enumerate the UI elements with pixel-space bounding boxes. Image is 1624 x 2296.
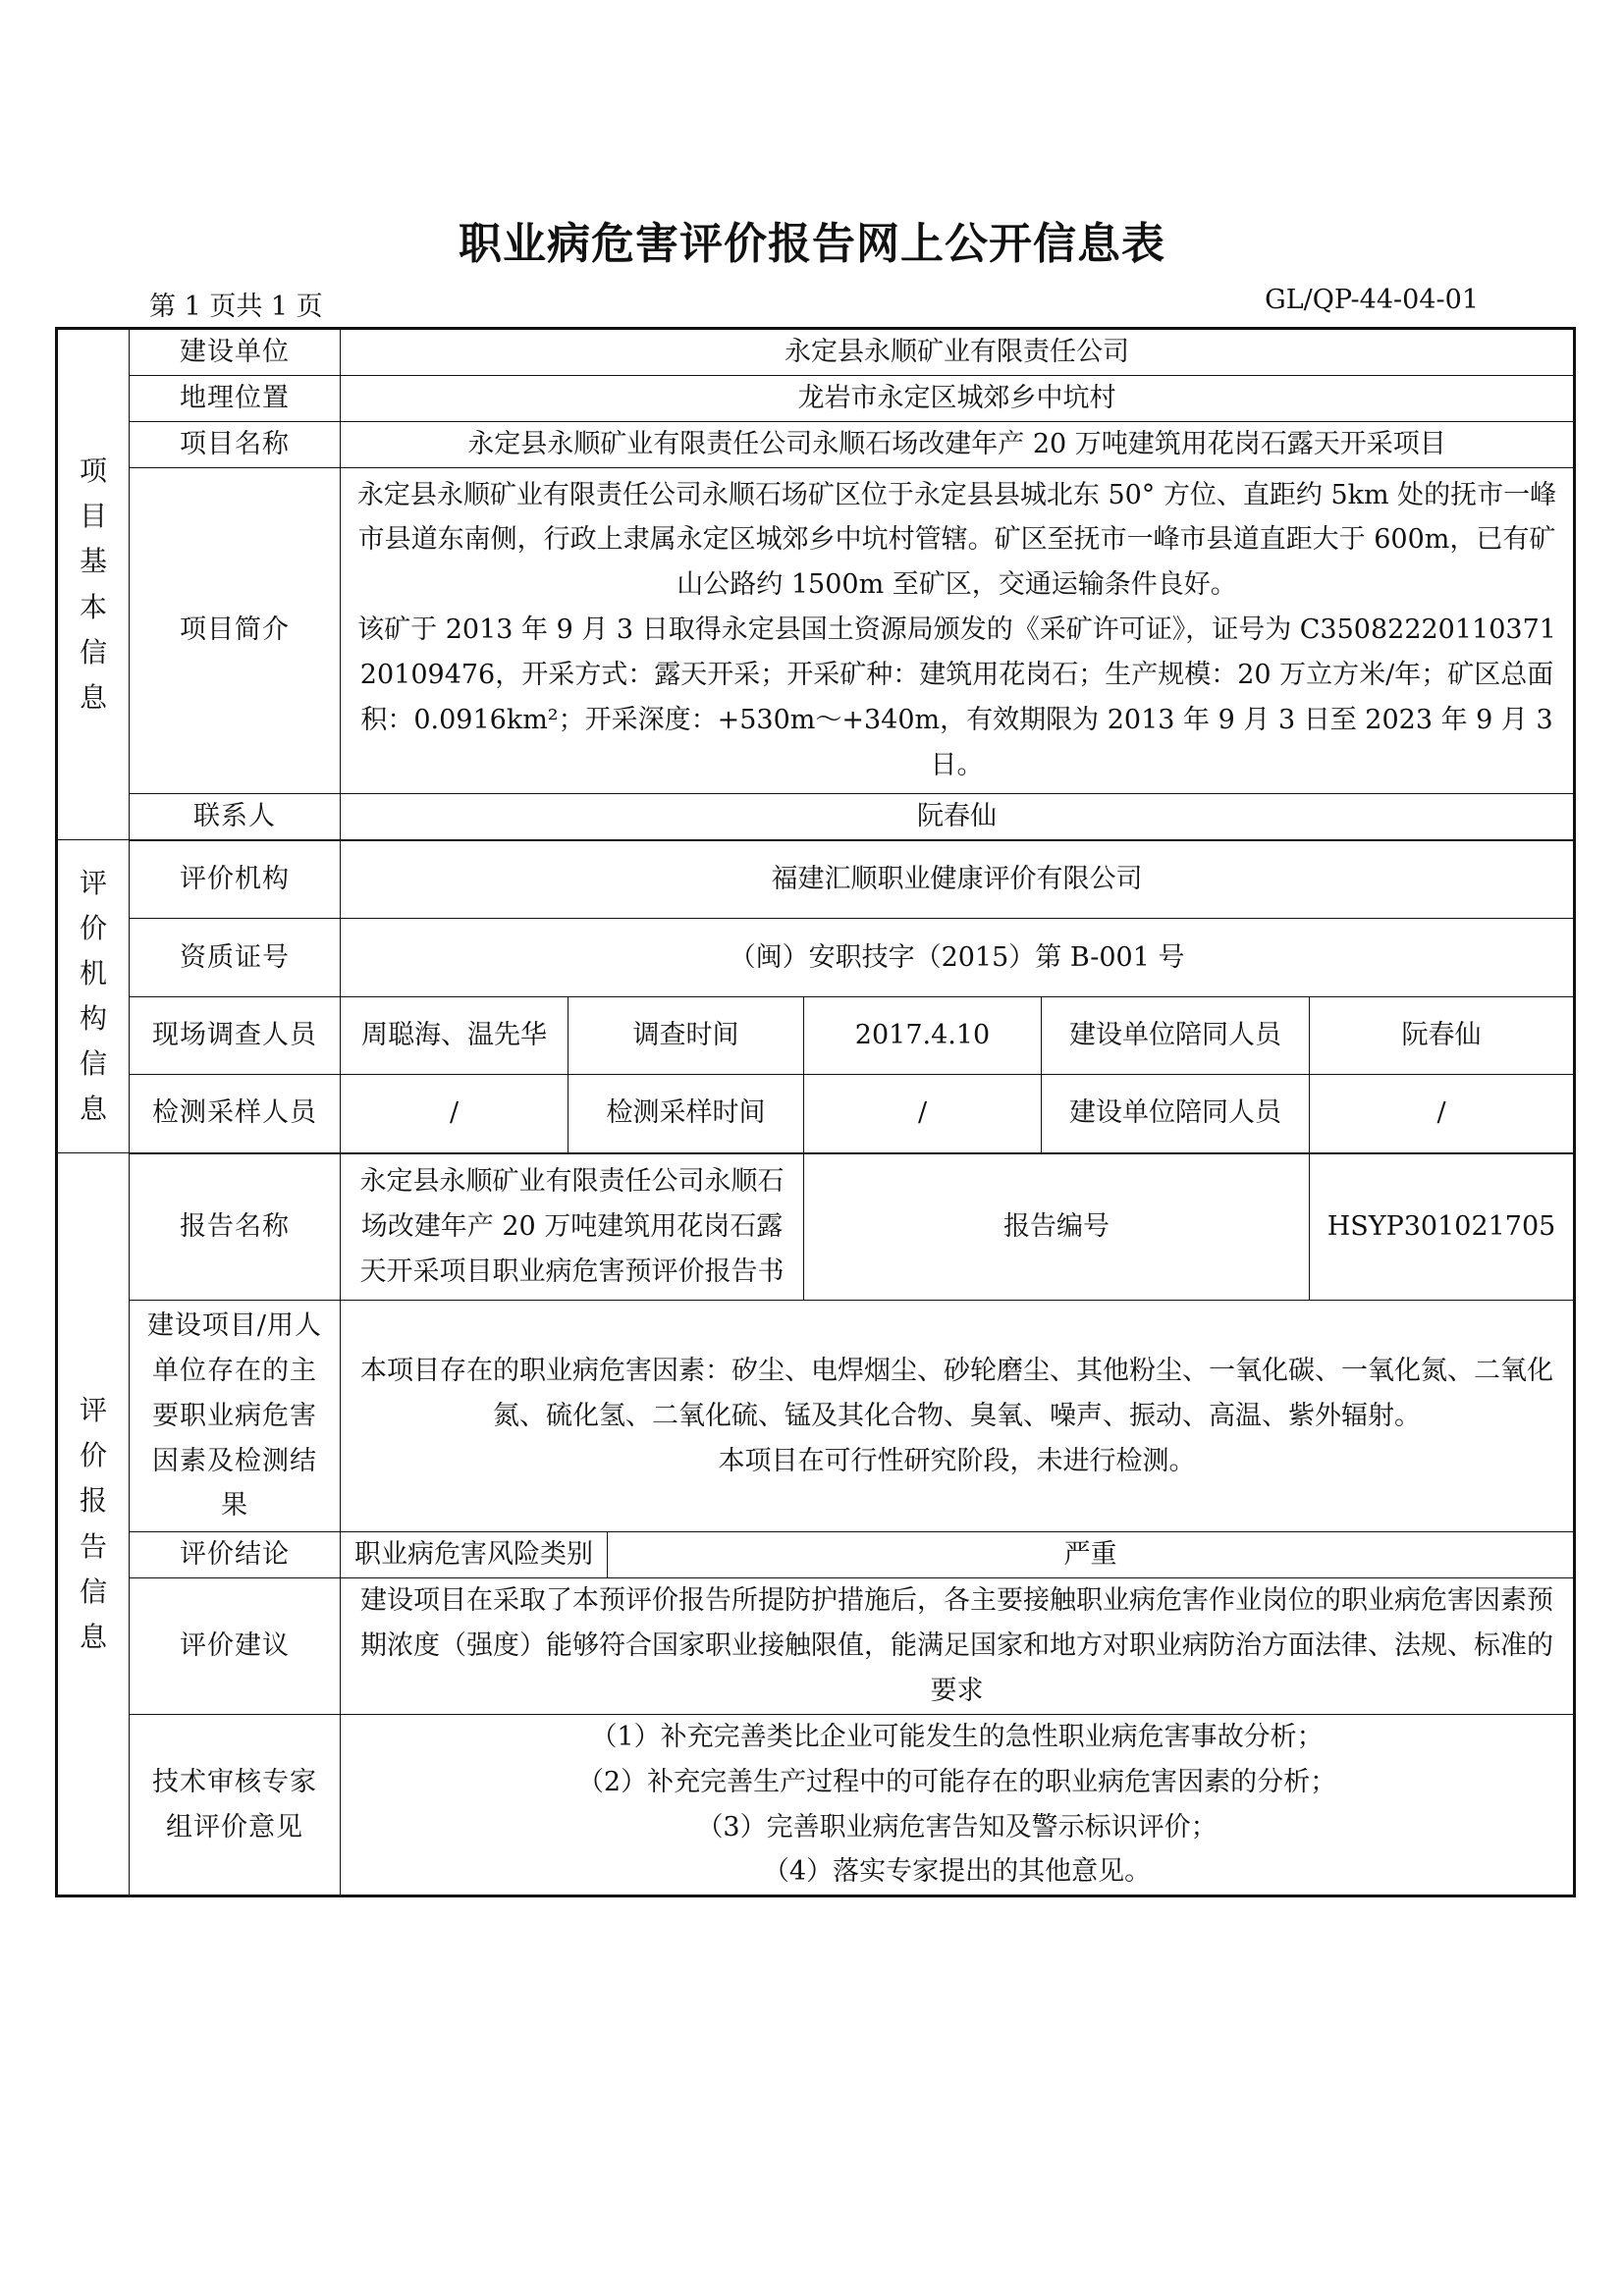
qualification-cert-value: （闽）安职技字（2015）第 B-001 号 [341,919,1575,997]
survey-staff-value: 周聪海、温先华 [341,997,568,1075]
contact-label: 联系人 [130,793,341,839]
survey-escort-label: 建设单位陪同人员 [1042,997,1310,1075]
hazard-factors-paragraph-1: 本项目存在的职业病危害因素：矽尘、电焊烟尘、砂轮磨尘、其他粉尘、一氧化碳、一氧化氮、二氧化氮、硫化氢、二氧化硫、锰及其化合物、臭氧、噪声、振动、高温、紫外辐射。 [360,1355,1554,1431]
evaluation-org-value: 福建汇顺职业健康评价有限公司 [341,840,1575,919]
hazard-factors-value [341,1301,1575,1532]
row-contact [57,793,1575,839]
survey-escort-value: 阮春仙 [1310,997,1575,1075]
row-site-survey [57,997,1575,1075]
row-construction-unit [57,329,1575,376]
evaluation-org-label: 评价机构 [130,840,341,919]
location-value: 龙岩市永定区城郊乡中坑村 [341,375,1575,421]
doc-code: GL/QP-44-04-01 [1265,285,1479,315]
row-evaluation-conclusion [57,1532,1575,1578]
qualification-cert-label: 资质证号 [130,919,341,997]
report-number-value: HSYP301021705 [1310,1153,1575,1301]
evaluation-conclusion-label: 评价结论 [130,1532,341,1578]
contact-value: 阮春仙 [341,793,1575,839]
form-title: 职业病危害评价报告网上公开信息表 [459,219,1165,269]
row-expert-opinion [57,1714,1575,1896]
survey-staff-label: 现场调查人员 [130,997,341,1075]
row-sampling [57,1075,1575,1153]
risk-category-value: 严重 [608,1532,1575,1578]
report-number-label: 报告编号 [804,1153,1310,1301]
project-name-label: 项目名称 [130,421,341,467]
row-hazard-factors [57,1301,1575,1532]
sampling-escort-label: 建设单位陪同人员 [1042,1075,1310,1153]
hazard-factors-label: 建设项目/用人单位存在的主要职业病危害因素及检测结果 [130,1301,341,1532]
location-label: 地理位置 [130,375,341,421]
sampling-time-label: 检测采样时间 [568,1075,804,1153]
row-evaluation-org [57,840,1575,919]
row-location [57,375,1575,421]
report-name-label: 报告名称 [130,1153,341,1301]
project-name-value: 永定县永顺矿业有限责任公司永顺石场改建年产 20 万吨建筑用花岗石露天开采项目 [341,421,1575,467]
sampling-escort-value: / [1310,1075,1575,1153]
section-project-basic-info: 项目基本信息 [57,329,130,840]
sampling-staff-value: / [341,1075,568,1153]
expert-opinion-item: （2）补充完善生产过程中的可能存在的职业病危害因素的分析； [576,1766,1337,1797]
row-project-intro [57,467,1575,793]
risk-category-label: 职业病危害风险类别 [341,1532,608,1578]
section-evaluation-org-info: 评价机构信息 [57,840,130,1153]
evaluation-advice-label: 评价建议 [130,1578,341,1715]
expert-opinion-label: 技术审核专家组评价意见 [130,1714,341,1896]
project-intro-value [341,467,1575,793]
evaluation-advice-value: 建设项目在采取了本预评价报告所提防护措施后，各主要接触职业病危害作业岗位的职业病危害因素预期浓度（强度）能够符合国家职业接触限值，能满足国家和地方对职业病防治方面法律、法规、标准的要求 [341,1578,1575,1715]
project-intro-label: 项目简介 [130,467,341,793]
expert-opinion-item: （3）完善职业病危害告知及警示标识评价； [696,1811,1218,1842]
project-intro-paragraph-1: 永定县永顺矿业有限责任公司永顺石场矿区位于永定县县城北东 50° 方位、直距约 5km 处的抚市一峰市县道东南侧，行政上隶属永定区城郊乡中坑村管辖。矿区至抚市一峰市县道直距大于 600m，已有矿山公路约 1500m 至矿区，交通运输条件良好。 [356,479,1557,601]
construction-unit-label: 建设单位 [130,329,341,376]
expert-opinion-list [341,1714,1575,1896]
section-evaluation-report-info: 评价报告信息 [57,1153,130,1896]
row-evaluation-advice [57,1578,1575,1715]
report-name-value: 永定县永顺矿业有限责任公司永顺石场改建年产 20 万吨建筑用花岗石露天开采项目职业病危害预评价报告书 [341,1153,804,1301]
expert-opinion-item: （1）补充完善类比企业可能发生的急性职业病危害事故分析； [590,1721,1324,1752]
info-form-table [55,327,1576,1897]
survey-time-value: 2017.4.10 [804,997,1042,1075]
hazard-factors-paragraph-2: 本项目在可行性研究阶段，未进行检测。 [718,1445,1196,1476]
sampling-staff-label: 检测采样人员 [130,1075,341,1153]
survey-time-label: 调查时间 [568,997,804,1075]
row-project-name [57,421,1575,467]
sampling-time-value: / [804,1075,1042,1153]
expert-opinion-item: （4）落实专家提出的其他意见。 [762,1856,1152,1888]
project-intro-paragraph-2: 该矿于 2013 年 9 月 3 日取得永定县国土资源局颁发的《采矿许可证》，证号为 C3508222011037120109476，开采方式：露天开采；开采矿种：建筑用花岗石；生产规模：20 万立方米/年；矿区总面积：0.0916km²；开采深度：+530m～+340m，有效期限为 2013 年 9 月 3 日至 2023 年 9 月 3 日。 [357,614,1556,780]
construction-unit-value: 永定县永顺矿业有限责任公司 [341,329,1575,376]
row-report-name [57,1153,1575,1301]
row-qualification-cert [57,919,1575,997]
page-info: 第 1 页共 1 页 [149,292,323,322]
